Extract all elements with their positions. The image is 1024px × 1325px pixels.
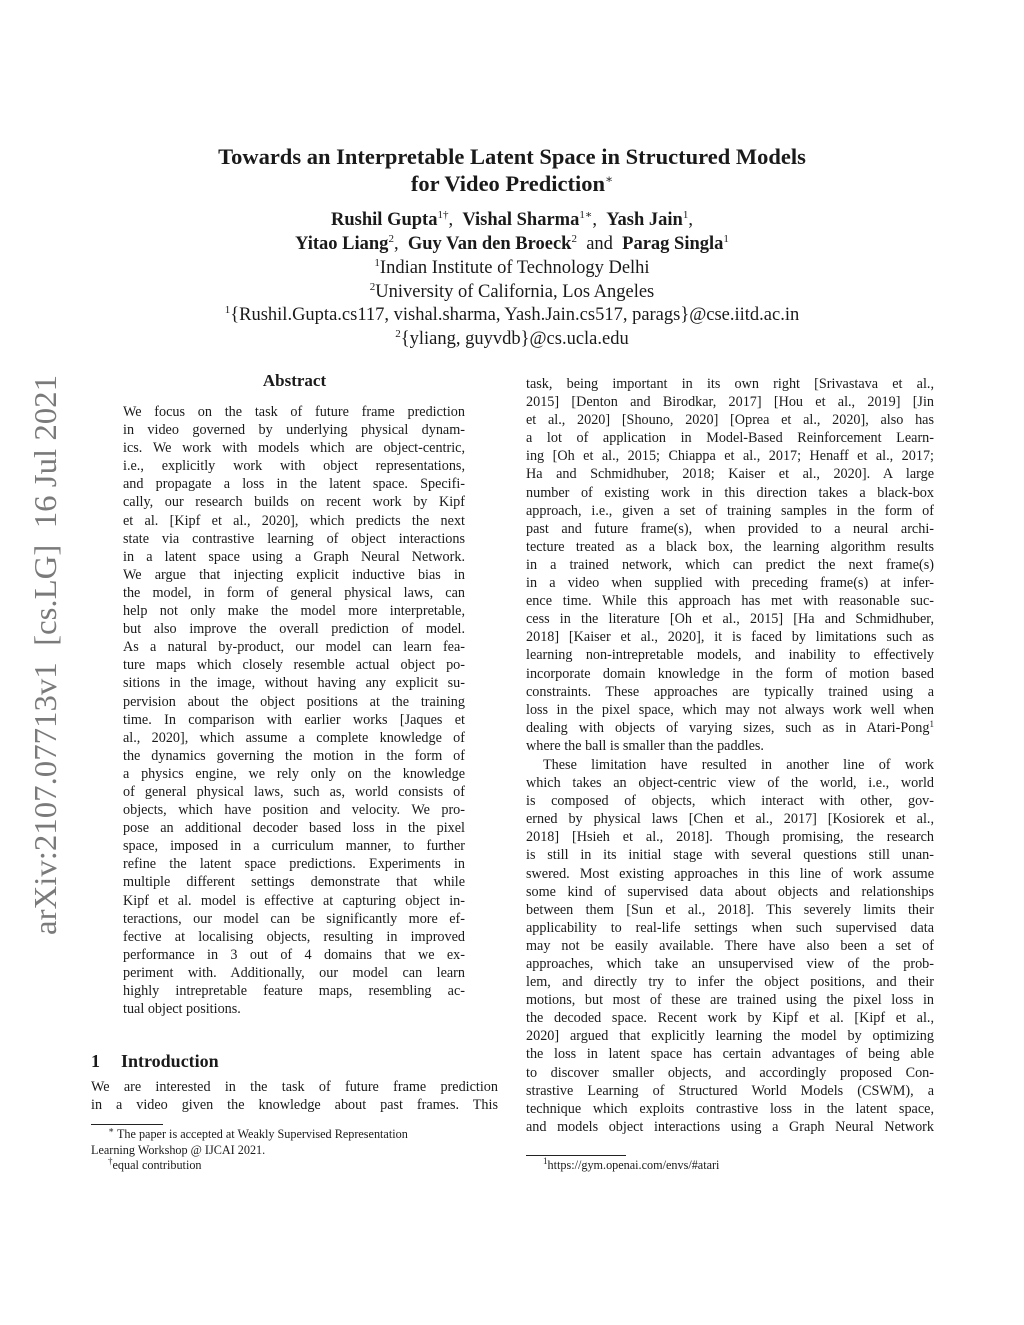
author-name: Yash Jain xyxy=(606,210,683,230)
affiliation-sup: 1 xyxy=(374,257,380,269)
abstract-line: and propagate a loss in the latent space. Specifi- xyxy=(123,476,465,493)
abstract-line: in a latent space using a Graph Neural Network. xyxy=(123,548,465,565)
author-separator: , xyxy=(592,210,597,230)
abstract-line: We focus on the task of future frame prediction xyxy=(123,404,465,420)
abstract-body xyxy=(123,403,465,1018)
abstract-line: ture maps which closely resemble actual object po- xyxy=(123,657,465,674)
abstract-line: cally, our research builds on recent work by Kipf xyxy=(123,494,465,511)
footnote xyxy=(91,1143,501,1159)
right-line: learning non-intrepretable models, and inability to effectively xyxy=(526,647,934,664)
abstract-line: multiple different settings demonstrate that while xyxy=(123,874,465,891)
section-title: Introduction xyxy=(121,1051,219,1071)
author-sup: 1∗ xyxy=(579,209,593,221)
affiliation-sup: 2 xyxy=(395,327,401,340)
abstract-line: teractions, our model can be significantly more ef- xyxy=(123,910,465,927)
right-line: between them [Sun et al., 2018]. This severely limits their xyxy=(526,901,934,918)
title-line-1: Towards an Interpretable Latent Space in Structured Models xyxy=(218,144,806,169)
right-line: 2020] argued that explicitly learning the model by optimizing xyxy=(526,1028,934,1045)
footnote-rule xyxy=(91,1124,163,1125)
abstract-line: in video governed by underlying physical dynam- xyxy=(123,422,465,439)
section-number: 1 xyxy=(91,1051,100,1071)
right-line: in a trained network, which can predict the next frame(s) xyxy=(526,556,934,573)
right-line: in a video when supplied with preceding frame(s) at infer- xyxy=(526,575,934,592)
author-name: Vishal Sharma xyxy=(462,210,580,230)
right-line: to discover smaller objects, and accordingly proposed Con- xyxy=(526,1064,934,1081)
footnote-mark: ∗ xyxy=(108,1125,115,1135)
abstract-line: sitions in the image, without having any explicit su- xyxy=(123,675,465,692)
affiliations xyxy=(150,257,874,351)
title-footnote-mark: ∗ xyxy=(605,172,614,186)
introduction-line: in a video given the knowledge about past frames. This xyxy=(91,1097,498,1114)
footnote xyxy=(91,1158,501,1174)
author-sup: 1 xyxy=(682,209,689,221)
right-line: motions, but most of these are trained using the pixel loss in xyxy=(526,992,934,1009)
right-line: lem, and directly try to infer the object positions, and their xyxy=(526,974,934,991)
arxiv-id-text: arXiv:2107.07713v1 [cs.LG] 16 Jul 2021 xyxy=(27,389,63,935)
author-separator: , xyxy=(688,210,693,230)
right-line: a lot of application in Model-Based Reinforcement Learn- xyxy=(526,430,934,447)
abstract-line: tual object positions. xyxy=(123,1001,241,1018)
paper-title xyxy=(150,143,874,197)
right-line: number of existing work in this direction takes a black-box xyxy=(526,484,934,501)
right-line: may not be easily available. There have also been a set of xyxy=(526,937,934,954)
right-line: Ha and Schmidhuber, 2018; Kaiser et al., 2020]. A large xyxy=(526,466,934,483)
abstract-line: highly intrepretable feature maps, resembling ac- xyxy=(123,983,465,999)
abstract-line: time. In comparison with earlier works [Jaques et xyxy=(123,711,465,728)
affiliation-line xyxy=(150,257,874,281)
footnote-text: equal contribution xyxy=(112,1158,202,1172)
abstract-line: state via contrastive learning of object interactions xyxy=(123,530,465,547)
abstract-line: a physics engine, we rely only on the knowledge xyxy=(123,765,465,782)
right-line: strastive Learning of Structured World Models (CSWM), a xyxy=(526,1082,934,1099)
right-column-text xyxy=(526,375,934,1136)
affiliation-sup: 2 xyxy=(369,280,376,293)
author-name: Yitao Liang xyxy=(295,234,389,254)
right-line: is composed of objects, which interact with other, gov- xyxy=(526,793,934,810)
abstract-line: but also improve the overall prediction of model. xyxy=(123,621,465,638)
right-line: These limitation have resulted in another line of work xyxy=(543,756,934,773)
right-line: 2018] [Hsieh et al., 2018]. Though promising, the research xyxy=(526,829,934,846)
author-sup: 2 xyxy=(388,233,394,245)
abstract-line: Kipf et al. model is effective at capturing object in- xyxy=(123,892,465,909)
affiliation-text: {Rushil.Gupta.cs117, vishal.sharma, Yash.Jain.cs517, parags}@cse.iitd.ac.in xyxy=(230,305,800,325)
affiliation-line xyxy=(150,328,874,352)
footnote-rule xyxy=(526,1155,626,1156)
author-sup: 1 xyxy=(723,233,729,245)
footnote-text: The paper is accepted at Weakly Supervised Representation xyxy=(116,1127,408,1141)
affiliation-text: {yliang, guyvdb}@cs.ucla.edu xyxy=(400,328,629,349)
right-line: erned by physical laws [Chen et al., 2017] [Kosiorek et al., xyxy=(526,811,934,828)
right-line: ing [Oh et al., 2015; Chiappa et al., 2017; Henaff et al., 2017; xyxy=(526,448,934,465)
abstract-line: As a natural by-product, our model can learn fea- xyxy=(123,639,465,656)
introduction-line: We are interested in the task of future frame prediction xyxy=(91,1079,498,1095)
abstract-line: pose an additional decoder based loss in the pixel xyxy=(123,820,465,837)
author-separator: , xyxy=(393,234,399,254)
abstract-line: performance in 3 out of 4 domains that we ex- xyxy=(123,946,465,963)
affiliation-text: University of California, Los Angeles xyxy=(375,281,655,302)
right-line: incorporate domain knowledge in the form of motion based xyxy=(526,665,934,682)
right-line: cess in the literature [Oh et al., 2015] [Ha and Schmidhuber, xyxy=(526,611,934,628)
abstract-line: objects, which have position and velocity. We pro- xyxy=(123,802,465,819)
author-name: Parag Singla xyxy=(622,234,724,254)
abstract-line: refine the latent space predictions. Experiments in xyxy=(123,856,465,873)
title-line-2-text: for Video Prediction xyxy=(410,171,605,196)
right-line: approaches, which take an unsupervised view of the prob- xyxy=(526,956,934,972)
affiliation-line xyxy=(150,304,874,328)
right-line: loss in the pixel space, which may not always work well when xyxy=(526,701,934,718)
abstract-line: al., 2020], which assume a complete knowledge of xyxy=(123,729,465,746)
title-line-2 xyxy=(150,170,874,197)
footnote-ref: 1 xyxy=(929,718,934,729)
right-line: ence time. While this approach has met with reasonable suc- xyxy=(526,593,934,610)
right-line: et al., 2020] [Shouno, 2020] [Oprea et al., 2020], also has xyxy=(526,412,934,429)
right-line: task, being important in its own right [Srivastava et al., xyxy=(526,376,934,392)
abstract-line: help not only make the model more interpretable, xyxy=(123,603,465,620)
right-line: 2015] [Denton and Birodkar, 2017] [Hou et al., 2019] [Jin xyxy=(526,394,934,411)
right-line: and models object interactions using a Graph Neural Network xyxy=(526,1118,934,1135)
arxiv-stamp-svg xyxy=(20,370,66,940)
right-line-text: dealing with objects of varying sizes, such as in Atari-Pong xyxy=(526,719,930,736)
abstract-line: periment with. Additionally, our model can learn xyxy=(123,964,465,981)
right-line: approach, i.e., given a set of training samples in the form of xyxy=(526,502,934,519)
author-and: and xyxy=(586,234,613,254)
right-line xyxy=(526,719,934,737)
affiliation-line xyxy=(150,281,874,305)
abstract-line: the dynamics governing the motion in the form of xyxy=(123,747,465,764)
author-separator: , xyxy=(448,210,454,230)
right-line: constraints. These approaches are typically trained using a xyxy=(526,683,934,700)
abstract-line: We argue that injecting explicit inductive bias in xyxy=(123,566,465,583)
right-line: which takes an object-centric view of the world, i.e., world xyxy=(526,775,934,792)
footnote xyxy=(91,1127,501,1143)
right-line: 2018] [Kaiser et al., 2020], it is faced by limitations such as xyxy=(526,629,934,646)
footnote-right xyxy=(543,1158,923,1174)
abstract-line: of general physical laws, such as, world consists of xyxy=(123,783,465,800)
footnotes-left xyxy=(91,1127,501,1174)
author-sup: 2 xyxy=(571,233,577,245)
arxiv-stamp xyxy=(20,370,66,940)
right-line: applicability to real-life settings when such supervised data xyxy=(526,919,934,936)
right-line: the decoded space. Recent work by Kipf et al. [Kipf et al., xyxy=(526,1010,934,1027)
right-line: swered. Most existing approaches in this line of work assume xyxy=(526,865,934,882)
abstract-line: ics. We work with models which are object-centric, xyxy=(123,440,465,457)
right-line: tecture treated as a black box, the learning algorithm results xyxy=(526,538,934,555)
footnote-mark: 1 xyxy=(543,1156,548,1166)
abstract-line: pervision about the object positions at the training xyxy=(123,693,465,710)
author-list xyxy=(150,208,874,256)
right-line: the loss in latent space has certain advantages of being able xyxy=(526,1046,934,1063)
author-line-1 xyxy=(150,208,874,232)
right-line: past and future frame(s), when provided to a neural archi- xyxy=(526,520,934,537)
author-line-2 xyxy=(150,232,874,256)
abstract-line: fective at localising objects, resulting in improved xyxy=(123,928,465,945)
right-line: where the ball is smaller than the paddles. xyxy=(526,737,764,754)
right-line: some kind of supervised data about objects and relationships xyxy=(526,883,934,900)
abstract-line: space, imposed in a curriculum manner, to further xyxy=(123,838,465,855)
right-line: is still in its initial stage with several questions still unan- xyxy=(526,847,934,864)
footnote-mark: † xyxy=(108,1156,113,1166)
right-line: technique which exploits contrastive loss in the latent space, xyxy=(526,1100,934,1117)
affiliation-text: Indian Institute of Technology Delhi xyxy=(379,258,650,278)
section-heading xyxy=(91,1051,219,1072)
footnote-text: Learning Workshop @ IJCAI 2021. xyxy=(91,1142,266,1157)
footnote-text: https://gym.openai.com/envs/#atari xyxy=(547,1158,720,1172)
abstract-heading: Abstract xyxy=(262,371,327,390)
affiliation-sup: 1 xyxy=(224,304,231,316)
abstract-line: i.e., explicitly work with object representations, xyxy=(123,458,465,475)
author-name: Rushil Gupta xyxy=(331,210,438,230)
introduction-text xyxy=(91,1078,498,1114)
author-name: Guy Van den Broeck xyxy=(407,234,572,254)
author-sup: 1† xyxy=(437,209,449,221)
abstract-line: the model, in form of general physical laws, can xyxy=(123,584,465,601)
abstract-line: et al. [Kipf et al., 2020], which predicts the next xyxy=(123,512,465,529)
